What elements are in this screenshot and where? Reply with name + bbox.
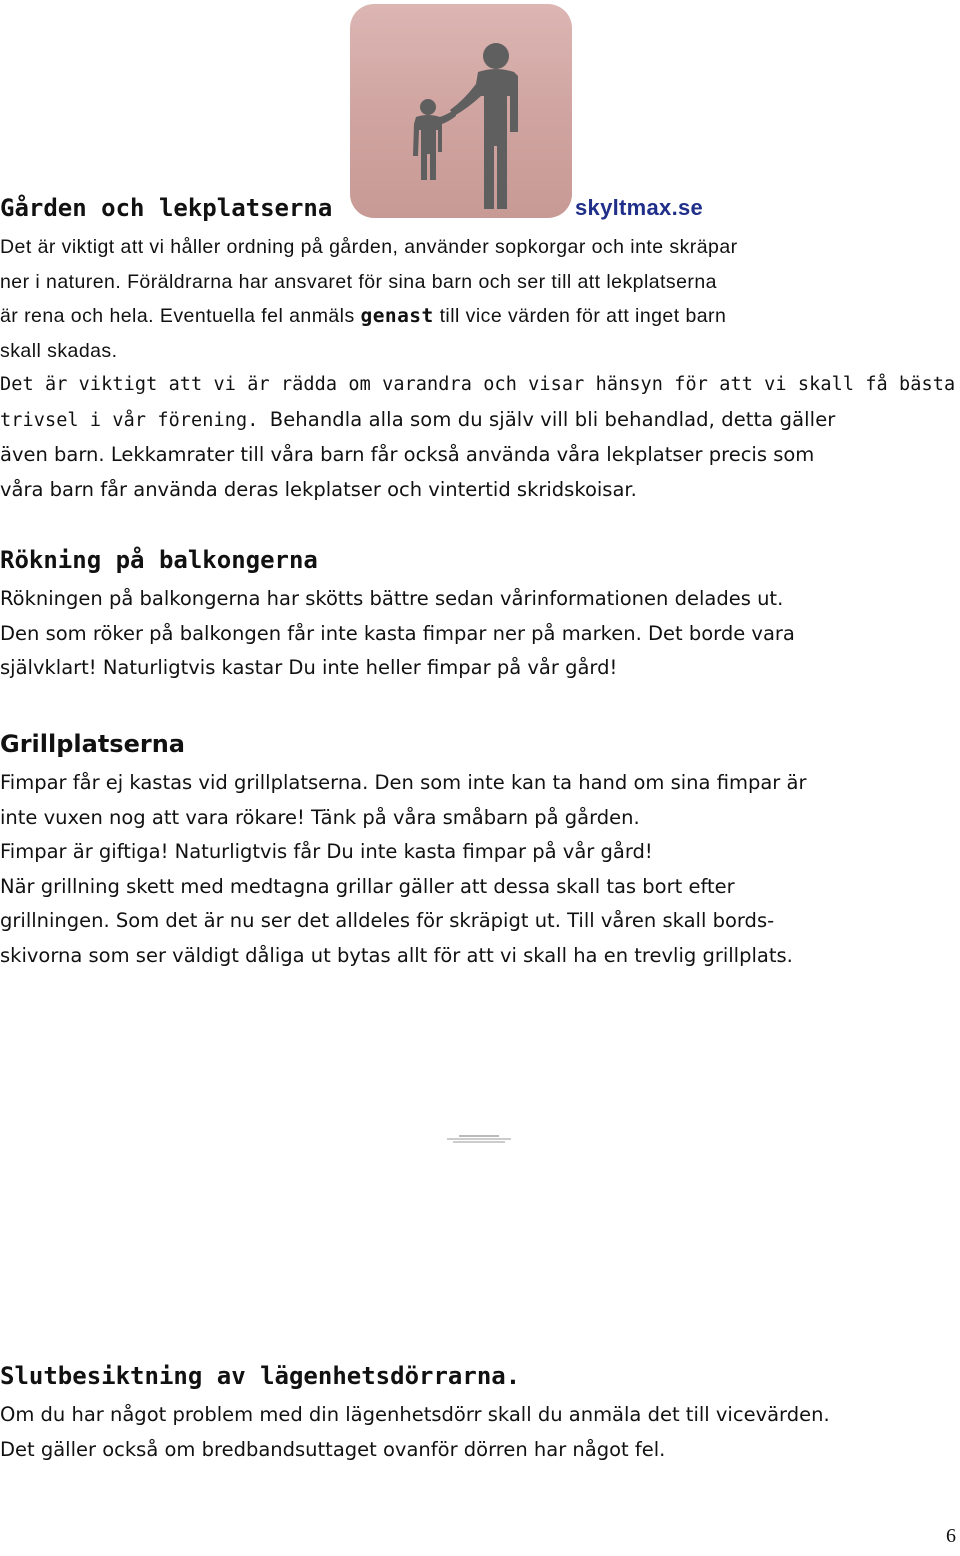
text-line-with-emphasis	[0, 299, 958, 334]
paragraph-garden	[0, 230, 958, 507]
paragraph-doors	[0, 1398, 958, 1467]
text-line: våra barn får använda deras lekplatser och vintertid skridskoisar.	[0, 477, 637, 501]
text-line: grillningen. Som det är nu ser det alldeles för skräpigt ut. Till våren skall bords-	[0, 909, 775, 932]
text-line: ner i naturen. Föräldrarna har ansvaret för sina barn och ser till att lekplatserna	[0, 270, 717, 293]
text-line: Det är viktigt att vi är rädda om varandra och visar hänsyn för att vi skall få bästa	[0, 374, 956, 395]
text-fragment: är rena och hela. Eventuella fel anmäls	[0, 305, 355, 327]
paragraph-smoking	[0, 582, 958, 686]
section-heading-smoking: Rökning på balkongerna	[0, 546, 318, 574]
text-line-mixed	[0, 403, 958, 439]
parent-child-icon	[350, 4, 572, 218]
section-heading-doors: Slutbesiktning av lägenhetsdörrarna.	[0, 1362, 521, 1390]
text-line: Fimpar får ej kastas vid grillplatserna. Den som inte kan ta hand om sina fimpar är	[0, 771, 807, 794]
section-heading-garden: Gården och lekplatserna	[0, 194, 333, 222]
text-line: skivorna som ser väldigt dåliga ut bytas allt för att vi skall ha en trevlig grillplats.	[0, 943, 793, 967]
page-number: 6	[946, 1525, 956, 1547]
paragraph-grill	[0, 766, 958, 973]
text-line: skall skadas.	[0, 339, 118, 362]
logo-text: skyltmax.se	[575, 195, 704, 220]
text-fragment: Lekkamrater till våra barn får också använda våra lekplatser precis som	[110, 443, 815, 466]
text-line: När grillning skett med medtagna grillar gäller att dessa skall tas bort efter	[0, 874, 735, 898]
section-heading-grill: Grillplatserna	[0, 730, 185, 758]
text-line: inte vuxen nog att vara rökare! Tänk på våra småbarn på gården.	[0, 805, 640, 829]
text-line: Rökningen på balkongerna har skötts bättre sedan vårinformationen delades ut.	[0, 587, 784, 610]
text-line: självklart! Naturligtvis kastar Du inte heller fimpar på vår gård!	[0, 656, 618, 679]
text-line: Fimpar är giftiga! Naturligtvis får Du inte kasta fimpar på vår gård!	[0, 840, 653, 863]
text-fragment: till vice värden för att inget barn	[439, 305, 727, 327]
text-fragment: Behandla alla som du själv vill bli behandlad, detta gäller	[269, 407, 836, 431]
text-line: Det gäller också om bredbandsuttaget ovanför dörren har något fel.	[0, 1437, 666, 1461]
text-line: Om du har något problem med din lägenhetsdörr skall du anmäla det till vicevärden.	[0, 1403, 830, 1426]
logo-image	[350, 4, 572, 218]
tiny-embedded-note	[447, 1134, 511, 1144]
text-line	[0, 438, 958, 473]
text-line: Den som röker på balkongen får inte kasta fimpar ner på marken. Det borde vara	[0, 621, 795, 645]
text-fragment: även barn.	[0, 443, 105, 466]
text-line: Det är viktigt att vi håller ordning på gården, använder sopkorgar och inte skräpar	[0, 236, 738, 258]
emphasis-word: genast	[360, 304, 434, 327]
text-fragment: trivsel i vår förening.	[0, 409, 259, 431]
